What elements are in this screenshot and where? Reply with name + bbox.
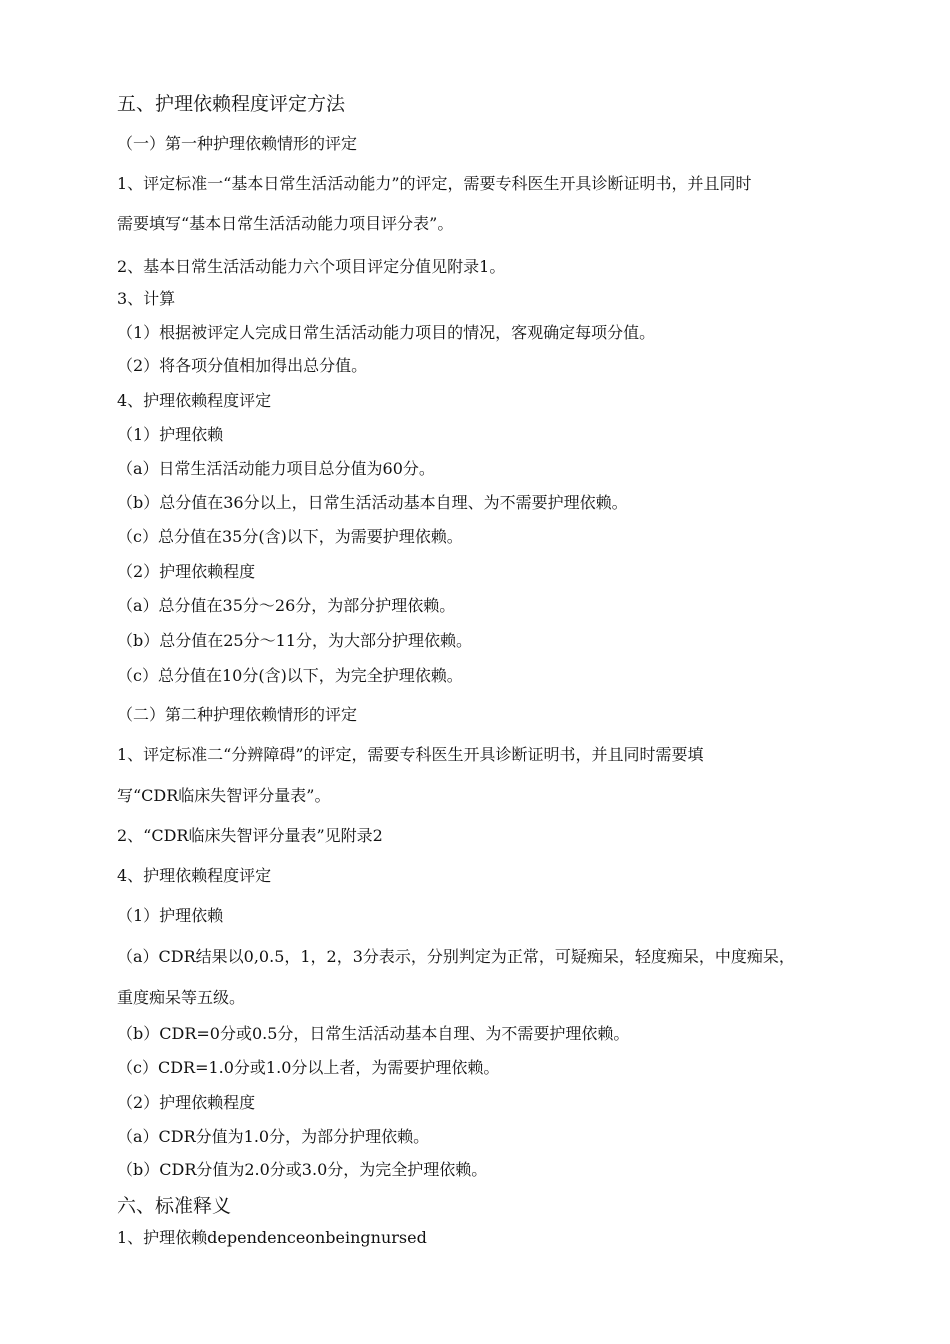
list-item: （1）护理依赖 bbox=[117, 425, 224, 444]
list-item: （c）总分值在35分(含)以下，为需要护理依赖。 bbox=[117, 527, 463, 546]
subsection-heading: （二）第二种护理依赖情形的评定 bbox=[117, 705, 358, 724]
section-heading: 五、护理依赖程度评定方法 bbox=[117, 93, 346, 115]
paragraph-line: 重度痴呆等五级。 bbox=[117, 988, 246, 1007]
paragraph-line: 4、护理依赖程度评定 bbox=[117, 391, 272, 410]
list-item: （b）CDR分值为2.0分或3.0分，为完全护理依赖。 bbox=[117, 1160, 488, 1179]
list-item: （b）CDR=0分或0.5分，日常生活活动基本自理、为不需要护理依赖。 bbox=[117, 1024, 630, 1043]
list-item: （a）日常生活活动能力项目总分值为60分。 bbox=[117, 459, 435, 478]
list-item: （1）护理依赖 bbox=[117, 906, 224, 925]
list-item: （b）总分值在36分以上，日常生活活动基本自理、为不需要护理依赖。 bbox=[117, 493, 628, 512]
list-item: （2）将各项分值相加得出总分值。 bbox=[117, 356, 368, 375]
list-item: （c）CDR=1.0分或1.0分以上者，为需要护理依赖。 bbox=[117, 1058, 500, 1077]
paragraph-line: 2、“CDR临床失智评分量表”见附录2 bbox=[117, 826, 383, 845]
list-item: （2）护理依赖程度 bbox=[117, 562, 256, 581]
list-item: （c）总分值在10分(含)以下，为完全护理依赖。 bbox=[117, 666, 463, 685]
paragraph-line: 2、基本日常生活活动能力六个项目评定分值见附录1。 bbox=[117, 257, 506, 276]
paragraph-line: 4、护理依赖程度评定 bbox=[117, 866, 272, 885]
paragraph-line: 1、护理依赖dependenceonbeingnursed bbox=[117, 1228, 427, 1247]
list-item: （2）护理依赖程度 bbox=[117, 1093, 256, 1112]
paragraph-line: 写“CDR临床失智评分量表”。 bbox=[117, 786, 331, 805]
subsection-heading: （一）第一种护理依赖情形的评定 bbox=[117, 134, 358, 153]
list-item: （a）总分值在35分～26分，为部分护理依赖。 bbox=[117, 596, 456, 615]
paragraph-line: 需要填写“基本日常生活活动能力项目评分表”。 bbox=[117, 214, 454, 233]
paragraph-line: 3、计算 bbox=[117, 289, 176, 308]
list-item: （a）CDR分值为1.0分，为部分护理依赖。 bbox=[117, 1127, 430, 1146]
list-item: （1）根据被评定人完成日常生活活动能力项目的情况，客观确定每项分值。 bbox=[117, 323, 656, 342]
paragraph-line: 1、评定标准一“基本日常生活活动能力”的评定，需要专科医生开具诊断证明书，并且同时 bbox=[117, 174, 752, 193]
paragraph-line: 1、评定标准二“分辨障碍”的评定，需要专科医生开具诊断证明书，并且同时需要填 bbox=[117, 745, 704, 764]
section-heading: 六、标准释义 bbox=[117, 1195, 232, 1217]
list-item: （a）CDR结果以0,0.5，1，2，3分表示，分别判定为正常，可疑痴呆，轻度痴呆，中度痴呆， bbox=[117, 947, 795, 966]
list-item: （b）总分值在25分～11分，为大部分护理依赖。 bbox=[117, 631, 472, 650]
